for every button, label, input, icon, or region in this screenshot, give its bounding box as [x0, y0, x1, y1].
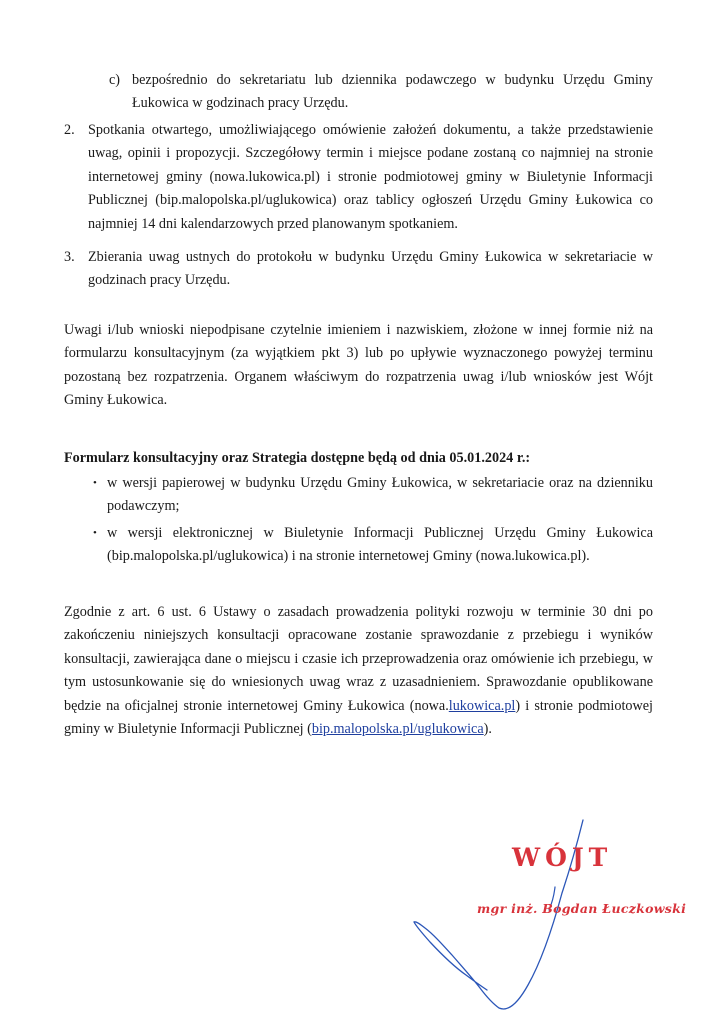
availability-heading: Formularz konsultacyjny oraz Strategia dostępne będą od dnia 05.01.2024 r.: — [64, 450, 531, 466]
stamp-name: mgr inż. Bogdan Łuczkowski — [477, 901, 687, 916]
bullet-marker-1: • — [93, 477, 97, 489]
list-item-c-text: bezpośrednio do sekretariatu lub dziennika podawczego w budynku Urzędu Gminy Łukowica w godzinach pracy Urzędu. — [132, 72, 653, 112]
report-text-1: Zgodnie z art. 6 ust. 6 Ustawy o zasadach prowadzenia polityki rozwoju w terminie 30 dni po zakończeniu niniejszych konsultacji opracowane zostanie sprawozdanie z przebiegu i wyników konsultacji, zawierająca dane o miejscu i czasie ich przeprowadzenia oraz omówienie ich przebiegu, w tym ustosunkowanie się do wniesionych uwag wraz z uzasadnieniem. Sprawozdanie opublikowane będzie na oficjalnej stronie internetowej Gminy Łukowica (nowa. — [64, 604, 653, 714]
stamp-title: WÓJT — [512, 843, 613, 872]
lukowica-link[interactable]: lukowica.pl — [448, 697, 516, 714]
list-marker-3: 3. — [64, 249, 75, 265]
paragraph-remarks: Uwagi i/lub wnioski niepodpisane czytelnie imieniem i nazwiskiem, złożone w innej formie niż na formularzu konsultacyjnym (za wyjątkiem pkt 3) lub po upływie wyznaczonego powyżej terminu pozostaną bez rozpatrzenia. Organem właściwym do rozpatrzenia uwag i/lub wniosków jest Wójt Gminy Łukowica. — [64, 322, 653, 409]
bullet-item-1: w wersji papierowej w budynku Urzędu Gminy Łukowica, w sekretariacie oraz na dzienniku podawczym; — [107, 475, 653, 515]
list-marker-2: 2. — [64, 122, 75, 138]
report-text-3: ). — [483, 721, 492, 738]
bullet-item-2: w wersji elektronicznej w Biuletynie Informacji Publicznej Urzędu Gminy Łukowica (bip.malopolska.pl/uglukowica) i na stronie internetowej Gminy (nowa.lukowica.pl). — [107, 525, 653, 565]
bullet-marker-2: • — [93, 527, 97, 539]
list-item-3-text: Zbierania uwag ustnych do protokołu w budynku Urzędu Gminy Łukowica w sekretariacie w godzinach pracy Urzędu. — [88, 249, 653, 289]
list-item-2-text: Spotkania otwartego, umożliwiającego omówienie założeń dokumentu, a także przedstawienie uwag, opinii i propozycji. Szczegółowy termin i miejsce podane zostaną co najmniej na stronie internetowej gminy (nowa.lukowica.pl) i stronie podmiotowej gminy w Biuletynie Informacji Publicznej (bip.malopolska.pl/uglukowica) oraz tablicy ogłoszeń Urzędu Gminy Łukowica co najmniej 14 dni kalendarzowych przed planowanym spotkaniem. — [88, 122, 653, 232]
report-text-2: ) i stronie podmiotowej gminy w Biuletynie Informacji Publicznej ( — [64, 697, 653, 738]
list-marker-c: c) — [109, 72, 121, 88]
bip-link[interactable]: bip.malopolska.pl/uglukowica — [311, 721, 484, 738]
